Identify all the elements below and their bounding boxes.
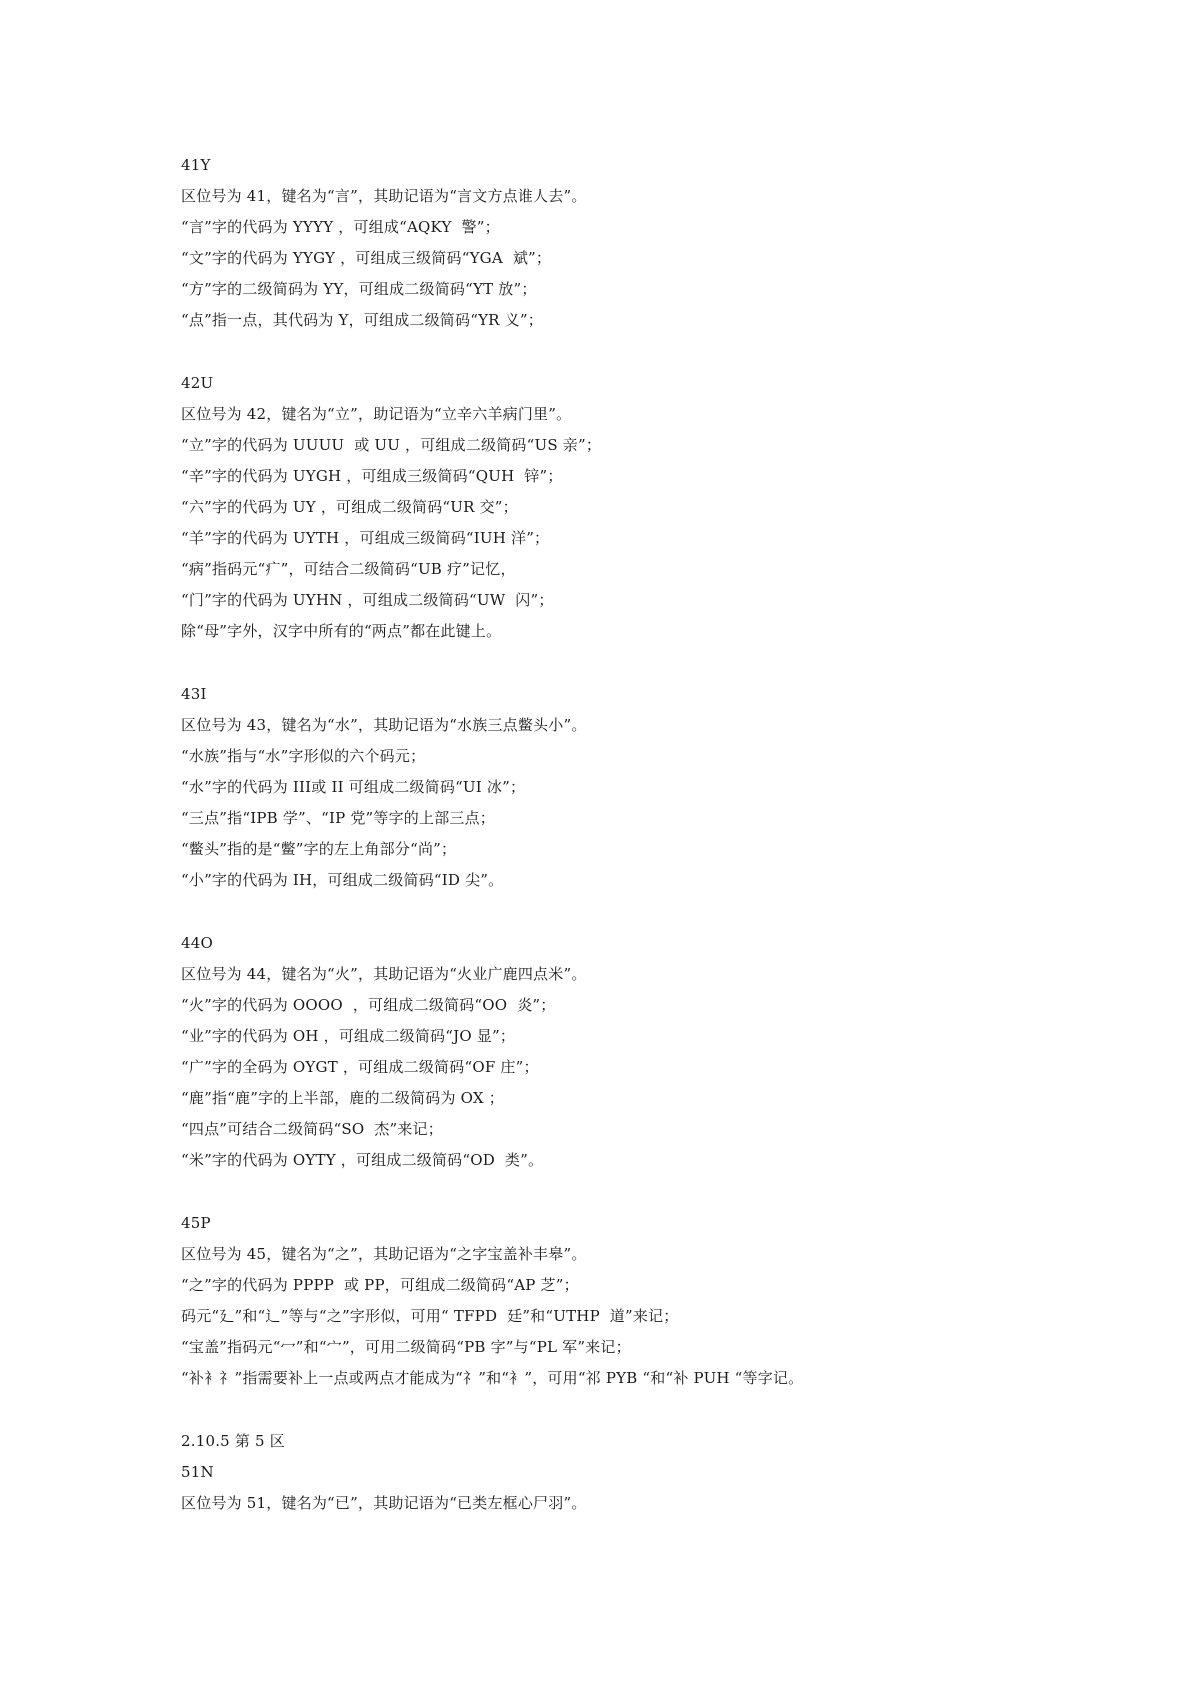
section-zone-5 — [181, 1426, 1141, 1519]
spacer — [181, 1176, 1141, 1208]
text-line: “水”字的代码为 III或 II 可组成二级简码“UI 冰”； — [181, 778, 526, 796]
text-line: 区位号为 45，键名为“之”，其助记语为“之字宝盖补丰皋”。 — [181, 1245, 587, 1263]
text-line: “六”字的代码为 UY ，可组成二级简码“UR 交”； — [181, 498, 518, 516]
text-line: “之”字的代码为 PPPP 或 PP，可组成二级简码“AP 芝”； — [181, 1276, 579, 1294]
section-heading: 44O — [181, 934, 213, 952]
spacer — [181, 896, 1141, 928]
text-line: 区位号为 44，键名为“火”，其助记语为“火业广鹿四点米”。 — [181, 965, 587, 983]
document-page — [181, 150, 1141, 1519]
text-line: 区位号为 41，键名为“言”，其助记语为“言文方点谁人去”。 — [181, 187, 587, 205]
text-line: “业”字的代码为 OH ，可组成二级简码“JO 显”； — [181, 1027, 516, 1045]
text-line: “广”字的全码为 OYGT ，可组成二级简码“OF 庄”； — [181, 1058, 539, 1076]
text-line: “水族”指与“水”字形似的六个码元； — [181, 747, 426, 765]
text-line: “立”字的代码为 UUUU 或 UU ，可组成二级简码“US 亲”； — [181, 436, 602, 454]
text-line: 区位号为 51，键名为“已”，其助记语为“已类左框心尸羽”。 — [181, 1494, 587, 1512]
section-44o — [181, 928, 1141, 1176]
text-line: “点”指一点，其代码为 Y，可组成二级简码“YR 义”； — [181, 311, 543, 329]
section-heading: 51N — [181, 1463, 214, 1481]
section-41y — [181, 150, 1141, 336]
text-line: 区位号为 43，键名为“水”，其助记语为“水族三点鳖头小”。 — [181, 716, 587, 734]
spacer — [181, 1394, 1141, 1426]
text-line: “病”指码元“疒”，可结合二级简码“UB 疗”记忆， — [181, 560, 516, 578]
spacer — [181, 647, 1141, 679]
text-line: “火”字的代码为 OOOO ，可组成二级简码“OO 炎”； — [181, 996, 556, 1014]
text-line: “米”字的代码为 OYTY ，可组成二级简码“OD 类”。 — [181, 1151, 544, 1169]
text-line: “三点”指“IPB 学”、“IP 党”等字的上部三点； — [181, 809, 496, 827]
section-heading: 45P — [181, 1214, 211, 1232]
text-line: “辛”字的代码为 UYGH ，可组成三级简码“QUH 锌”； — [181, 467, 563, 485]
section-45p — [181, 1208, 1141, 1394]
text-line: “羊”字的代码为 UYTH ，可组成三级简码“IUH 洋”； — [181, 529, 550, 547]
text-line: 码元“廴”和“辶”等与“之”字形似，可用“ TFPD 廷”和“UTHP 道”来记； — [181, 1307, 679, 1325]
text-line: “文”字的代码为 YYGY ，可组成三级简码“YGA 斌”； — [181, 249, 552, 267]
text-line: “补衤礻”指需要补上一点或两点才能成为“礻”和“衤”，可用“祁 PYB “和“补 PUH “等字记。 — [181, 1369, 804, 1387]
section-heading: 43I — [181, 685, 207, 703]
text-line: “方”字的二级简码为 YY，可组成二级简码“YT 放”； — [181, 280, 537, 298]
text-line: 区位号为 42，键名为“立”，助记语为“立辛六羊病门里”。 — [181, 405, 572, 423]
text-line: “鳖头”指的是“鳖”字的左上角部分“尚”； — [181, 840, 457, 858]
text-line: 除“母”字外，汉字中所有的“两点”都在此键上。 — [181, 622, 502, 640]
spacer — [181, 336, 1141, 368]
section-heading: 41Y — [181, 156, 211, 174]
chapter-heading: 2.10.5 第 5 区 — [181, 1432, 285, 1450]
text-line: “宝盖”指码元“冖”和“宀”，可用二级简码“PB 字”与“PL 军”来记； — [181, 1338, 631, 1356]
section-43i — [181, 679, 1141, 896]
text-line: “门”字的代码为 UYHN ，可组成二级简码“UW 闪”； — [181, 591, 554, 609]
section-42u — [181, 368, 1141, 647]
section-heading: 42U — [181, 374, 214, 392]
text-line: “鹿”指“鹿”字的上半部，鹿的二级简码为 OX ； — [181, 1089, 504, 1107]
text-line: “四点”可结合二级简码“SO 杰”来记； — [181, 1120, 443, 1138]
text-line: “小”字的代码为 IH，可组成二级简码“ID 尖”。 — [181, 871, 504, 889]
text-line: “言”字的代码为 YYYY ，可组成“AQKY 警”； — [181, 218, 500, 236]
